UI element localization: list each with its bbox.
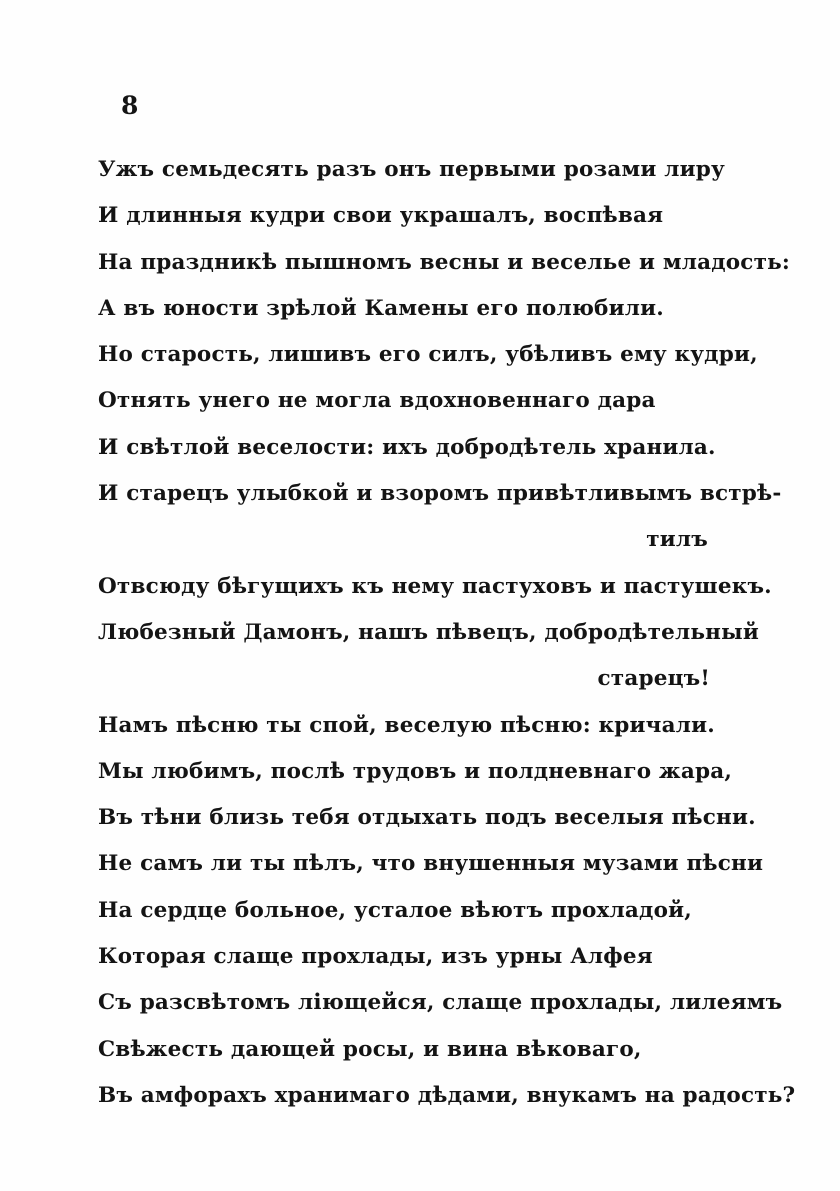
poem-line: Мы любимъ, послѣ трудовъ и полдневнаго жара, — [98, 758, 733, 784]
poem-line: Въ амфорахъ хранимаго дѣдами, внукамъ на радость? — [98, 1082, 796, 1108]
poem-line: Свѣжесть дающей росы, и вина вѣковаго, — [98, 1036, 642, 1062]
poem-line: Любезный Дамонъ, нашъ пѣвецъ, добродѣтельный — [98, 619, 759, 645]
poem-line: Въ тѣни близь тебя отдыхать подъ веселыя пѣсни. — [98, 805, 756, 831]
poem-line: Ужъ семьдесять разъ онъ первыми розами лиру — [98, 157, 725, 182]
page-number: 8 — [121, 91, 139, 120]
poem-line: И старецъ улыбкой и взоромъ привѣтливымъ встрѣ- — [98, 481, 782, 507]
poem-line: Намъ пѣсню ты спой, веселую пѣсню: кричали. — [98, 712, 715, 738]
poem-line-turnover: старецъ! — [597, 666, 710, 692]
poem-line-turnover: тилъ — [646, 527, 708, 553]
poem-line: Но старость, лишивъ его силъ, убѣливъ ему кудри, — [98, 342, 758, 368]
poem-line: На праздникѣ пышномъ весны и веселье и младость: — [98, 249, 791, 275]
poem-line: Не самъ ли ты пѣлъ, что внушенныя музами пѣсни — [98, 851, 764, 877]
poem-line: И длинныя кудри свои украшалъ, воспѣвая — [98, 203, 664, 229]
poem-text — [98, 147, 796, 1119]
poem-line: На сердце больное, усталое вѣютъ прохладой, — [98, 897, 692, 923]
poem-line: А въ юности зрѣлой Камены его полюбили. — [98, 295, 664, 321]
poem-line: И свѣтлой веселости: ихъ добродѣтель хранила. — [98, 434, 716, 460]
poem-line: Отвсюду бѣгущихъ къ нему пастуховъ и пастушекъ. — [98, 573, 772, 599]
poem-line: Которая слаще прохлады, изъ урны Алфея — [98, 944, 653, 970]
poem-line: Отнять унего не могла вдохновеннаго дара — [98, 388, 656, 414]
poem-line: Съ разсвѣтомъ лiющейся, слаще прохлады, лилеямъ — [98, 990, 783, 1016]
